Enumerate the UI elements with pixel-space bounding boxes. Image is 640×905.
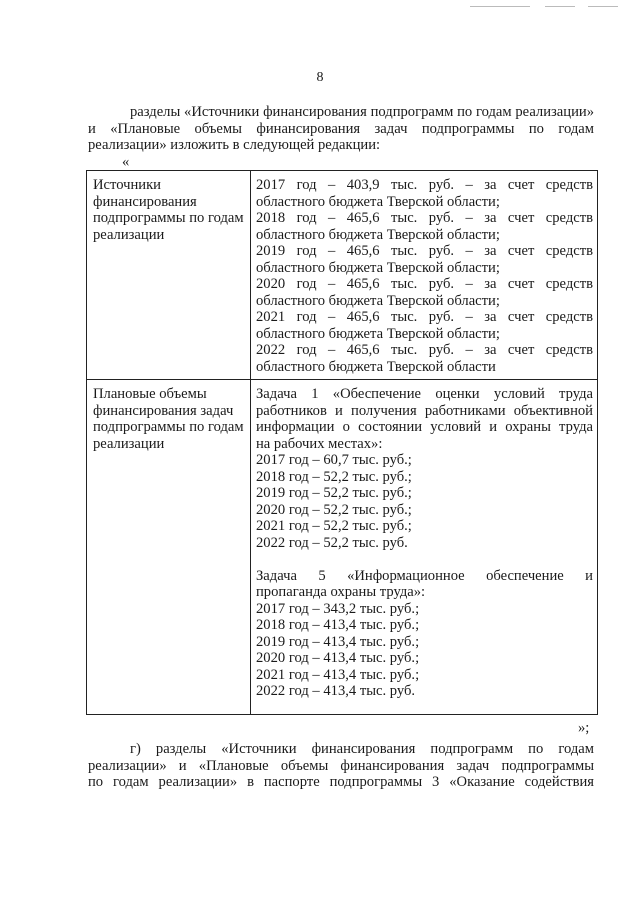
entry-line: 2020 год – 465,6 тыс. руб. – за счет средств bbox=[256, 276, 593, 292]
table-row-sources bbox=[87, 171, 598, 380]
table-row-planned bbox=[87, 380, 598, 715]
label-line: финансирования bbox=[93, 193, 197, 210]
task-line: пропаганда охраны труда»: bbox=[256, 584, 426, 600]
year-entry bbox=[256, 276, 593, 309]
task-line: работников и получения работниками объективной bbox=[256, 402, 593, 419]
amount-line: 2019 год – 52,2 тыс. руб.; bbox=[256, 485, 412, 501]
amount-line: 2021 год – 413,4 тыс. руб.; bbox=[256, 666, 420, 683]
planned-by-task bbox=[251, 380, 598, 715]
year-entry bbox=[256, 309, 593, 342]
label-line: подпрограммы bbox=[93, 210, 186, 226]
label-line: финансирования задач bbox=[93, 402, 234, 419]
scan-mark bbox=[588, 6, 618, 7]
entry-line: областного бюджета Тверской области; bbox=[256, 325, 500, 342]
scan-mark bbox=[470, 6, 530, 7]
page-number: 8 bbox=[316, 70, 324, 85]
entry-line: областного бюджета Тверской области bbox=[256, 358, 496, 375]
label-line: реализации bbox=[93, 435, 165, 452]
closing-paragraph bbox=[88, 741, 594, 791]
amount-line: 2022 год – 52,2 тыс. руб. bbox=[256, 534, 408, 551]
closing-line-1: г) разделы «Источники финансирования подпрограмм по годам bbox=[130, 741, 594, 757]
intro-paragraph bbox=[88, 104, 594, 154]
entry-line: областного бюджета Тверской области; bbox=[256, 292, 500, 309]
task-5-heading bbox=[256, 568, 593, 601]
year-entry bbox=[256, 243, 593, 276]
year-entry bbox=[256, 342, 593, 375]
closing-line-3: по годам реализации» в паспорте подпрограммы 3 «Оказание содействия bbox=[88, 774, 594, 790]
amount-line: 2017 год – 60,7 тыс. руб.; bbox=[256, 452, 412, 468]
amount-line: 2019 год – 413,4 тыс. руб.; bbox=[256, 633, 420, 650]
sources-by-year bbox=[251, 171, 598, 380]
task-line: на рабочих местах»: bbox=[256, 435, 383, 452]
label-sources bbox=[87, 171, 251, 380]
intro-line-2: и «Плановые объемы финансирования задач подпрограммы по годам bbox=[88, 120, 594, 137]
label-line: Плановые объемы bbox=[93, 386, 207, 402]
entry-line: 2017 год – 403,9 тыс. руб. – за счет средств bbox=[256, 177, 593, 193]
scan-mark bbox=[545, 6, 575, 7]
passport-table bbox=[86, 170, 598, 715]
amount-line: 2022 год – 413,4 тыс. руб. bbox=[256, 683, 416, 699]
amount-line: 2021 год – 52,2 тыс. руб.; bbox=[256, 518, 412, 534]
year-entry bbox=[256, 177, 593, 210]
close-quote: »; bbox=[578, 720, 590, 736]
amount-line: 2020 год – 413,4 тыс. руб.; bbox=[256, 650, 420, 666]
amount-line: 2020 год – 52,2 тыс. руб.; bbox=[256, 501, 412, 518]
task-line: информации о состоянии условий и охраны труда bbox=[256, 419, 593, 435]
entry-line: 2018 год – 465,6 тыс. руб. – за счет средств bbox=[256, 210, 593, 226]
task-line: Задача 1 «Обеспечение оценки условий труда bbox=[256, 386, 593, 402]
task-1-heading bbox=[256, 386, 593, 452]
entry-line: областного бюджета Тверской области; bbox=[256, 259, 500, 276]
amount-line: 2018 год – 413,4 тыс. руб.; bbox=[256, 617, 420, 633]
entry-line: областного бюджета Тверской области; bbox=[256, 226, 500, 243]
amount-line: 2018 год – 52,2 тыс. руб.; bbox=[256, 468, 412, 485]
label-line: подпрограммы по годам bbox=[93, 419, 244, 435]
entry-line: областного бюджета Тверской области; bbox=[256, 193, 500, 210]
intro-line-3: реализации» изложить в следующей редакции: bbox=[88, 137, 381, 153]
year-entry bbox=[256, 210, 593, 243]
intro-line-1: разделы «Источники финансирования подпрограмм по годам реализации» bbox=[130, 104, 594, 120]
closing-line-2: реализации» и «Плановые объемы финансирования задач подпрограммы bbox=[88, 757, 594, 774]
entry-line: 2021 год – 465,6 тыс. руб. – за счет средств bbox=[256, 309, 593, 325]
entry-line: 2019 год – 465,6 тыс. руб. – за счет средств bbox=[256, 243, 593, 259]
label-line: по годам реализации bbox=[93, 210, 244, 243]
task-line: Задача 5 «Информационное обеспечение и bbox=[256, 567, 593, 584]
label-line: Источники bbox=[93, 177, 161, 193]
label-planned bbox=[87, 380, 251, 715]
amount-line: 2017 год – 343,2 тыс. руб.; bbox=[256, 600, 420, 617]
entry-line: 2022 год – 465,6 тыс. руб. – за счет средств bbox=[256, 342, 593, 358]
open-quote: « bbox=[122, 154, 130, 170]
spacer bbox=[256, 551, 593, 568]
